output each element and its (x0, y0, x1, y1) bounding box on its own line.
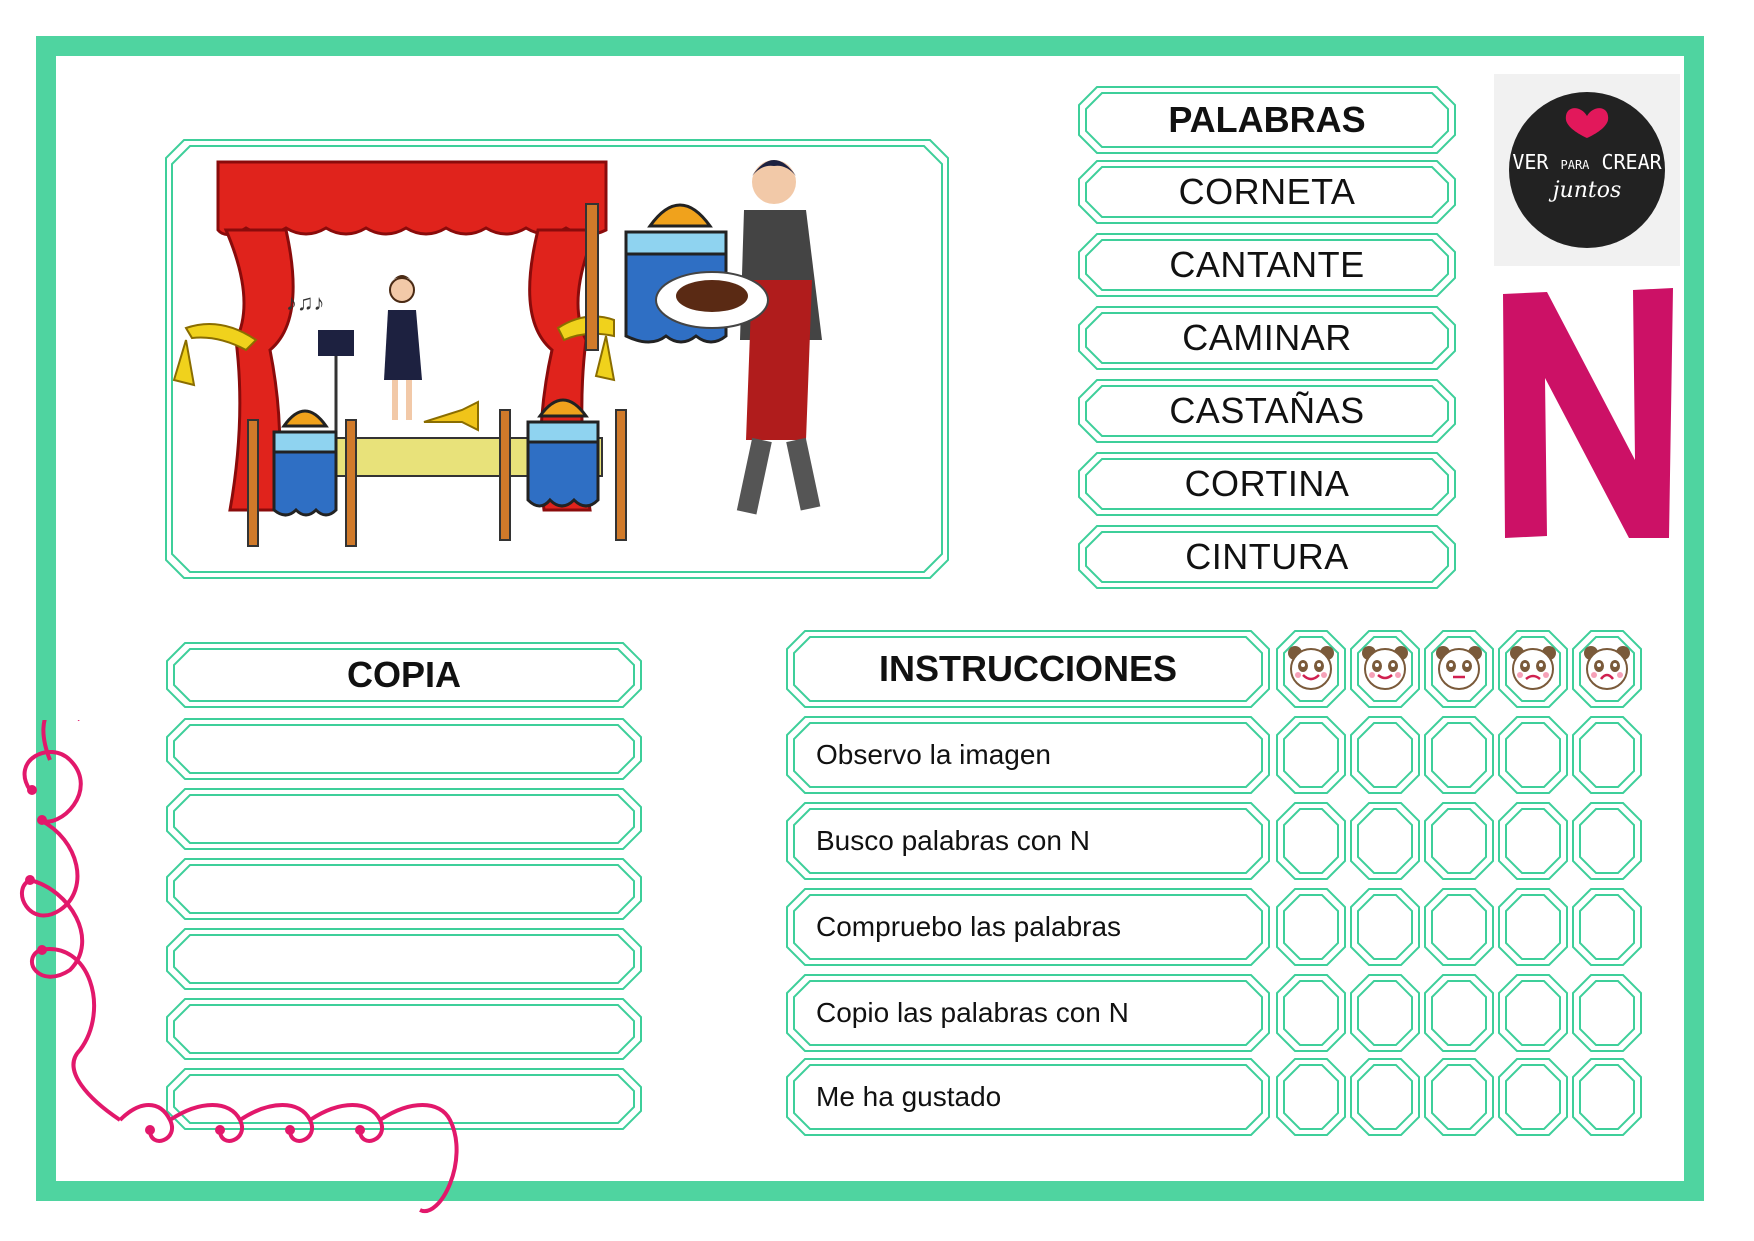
instrucciones-title-label: INSTRUCCIONES (878, 648, 1178, 689)
rating-header-3 (1424, 630, 1494, 708)
word-box-label: CASTAÑAS (1169, 390, 1365, 431)
rating-checkbox[interactable] (1276, 716, 1346, 794)
instruction-row (786, 888, 1270, 966)
letter-n (1495, 280, 1685, 550)
palabras-title-label: PALABRAS (1168, 99, 1366, 140)
word-box (1078, 525, 1456, 589)
rating-header-2 (1350, 630, 1420, 708)
rating-header-4 (1498, 630, 1568, 708)
rating-checkbox[interactable] (1350, 1058, 1420, 1136)
rating-checkbox[interactable] (1424, 888, 1494, 966)
copia-title (166, 642, 642, 708)
word-box-label: CAMINAR (1182, 317, 1352, 358)
instruction-row (786, 802, 1270, 880)
rating-checkbox[interactable] (1498, 974, 1568, 1052)
rating-checkbox[interactable] (1276, 888, 1346, 966)
rating-checkbox[interactable] (1572, 802, 1642, 880)
rating-header-5 (1572, 630, 1642, 708)
logo-text-top: VER PARA CREAR (1512, 150, 1662, 174)
rating-checkbox[interactable] (1498, 802, 1568, 880)
stage-scene (166, 140, 948, 578)
word-box (1078, 160, 1456, 224)
instruction-row (786, 716, 1270, 794)
panda-worried-icon (1509, 645, 1557, 693)
instrucciones-title (786, 630, 1270, 708)
word-box-label: CORNETA (1178, 171, 1356, 212)
rating-checkbox[interactable] (1276, 974, 1346, 1052)
word-box (1078, 452, 1456, 516)
word-box-label: CINTURA (1185, 536, 1349, 577)
copia-title-label: COPIA (346, 654, 461, 695)
rating-checkbox[interactable] (1572, 716, 1642, 794)
panda-smile-icon (1361, 645, 1409, 693)
rating-checkbox[interactable] (1424, 802, 1494, 880)
svg-text:♪♫♪: ♪♫♪ (286, 290, 325, 315)
instruction-row (786, 974, 1270, 1052)
rating-checkbox[interactable] (1350, 888, 1420, 966)
panda-happy-icon (1287, 645, 1335, 693)
rating-checkbox[interactable] (1498, 1058, 1568, 1136)
instruction-row (786, 1058, 1270, 1136)
word-box-label: CORTINA (1184, 463, 1350, 504)
rating-checkbox[interactable] (1424, 1058, 1494, 1136)
word-box (1078, 233, 1456, 297)
instruction-row-label: Observo la imagen (816, 739, 1052, 770)
panda-sad-icon (1583, 645, 1631, 693)
rating-checkbox[interactable] (1276, 1058, 1346, 1136)
word-box (1078, 306, 1456, 370)
instruction-row-label: Me ha gustado (816, 1081, 1002, 1112)
rating-checkbox[interactable] (1498, 716, 1568, 794)
decorative-swirls (0, 720, 520, 1241)
panda-neutral-icon (1435, 645, 1483, 693)
rating-checkbox[interactable] (1572, 888, 1642, 966)
instruction-row-label: Busco palabras con N (816, 825, 1090, 856)
rating-checkbox[interactable] (1572, 974, 1642, 1052)
rating-checkbox[interactable] (1350, 802, 1420, 880)
instruction-row-label: Compruebo las palabras (816, 911, 1122, 942)
rating-checkbox[interactable] (1498, 888, 1568, 966)
rating-checkbox[interactable] (1350, 974, 1420, 1052)
instruction-row-label: Copio las palabras con N (816, 997, 1129, 1028)
word-box (1078, 379, 1456, 443)
scene-image-frame (166, 140, 948, 578)
ver-para-crear-logo (1494, 74, 1680, 266)
word-box-label: CANTANTE (1169, 244, 1365, 285)
rating-checkbox[interactable] (1424, 974, 1494, 1052)
logo-text-bottom: juntos (1552, 178, 1622, 203)
palabras-title (1078, 86, 1456, 154)
rating-checkbox[interactable] (1276, 802, 1346, 880)
rating-checkbox[interactable] (1572, 1058, 1642, 1136)
rating-checkbox[interactable] (1424, 716, 1494, 794)
rating-checkbox[interactable] (1350, 716, 1420, 794)
rating-header-1 (1276, 630, 1346, 708)
